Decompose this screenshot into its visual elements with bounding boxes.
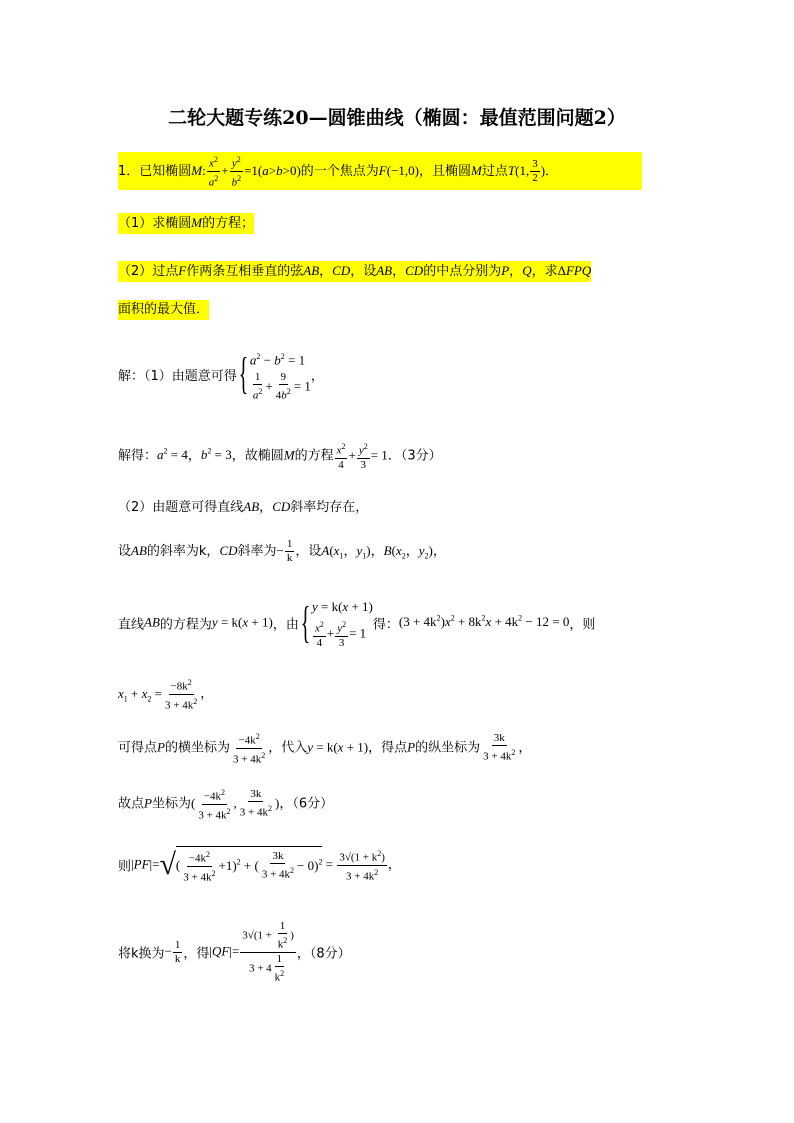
solution-step-3: （2）由题意可得直线AB，CD斜率均存在， <box>118 499 369 515</box>
question-1: （1）求椭圆M的方程； <box>118 213 254 234</box>
solution-step-5: 直线AB的方程为y = k(x + 1)，由{ y = k(x + 1) $\frac{x^2}{4}$ + $\frac{y^2}{3}$ = 1 得：$(3 + 4k^2)x^2 + 8k^2x + 4k^2 - 12 = 0$，则 <box>118 597 596 649</box>
solution-step-9: 则|PF|= √ ( $\frac{-4k^2}{3 + 4k^2}$ +1)$^2$ + ( $\frac{3k}{3 + 4k^2}$ − 0)$^2$ = $\frac{3√(1 + k^2)}{3 + 4k^2}$ ， <box>118 846 401 884</box>
problem-statement: 1．已知椭圆M: $\frac{x^2}{a^2}$ + $\frac{y^2}{b^2}$ =1(a>b>0)的一个焦点为F(−1,0)，且椭圆M过点T(1, $\frac{3}{2}$ )． <box>118 152 642 190</box>
solution-step-10: 将k换为− $\frac{1}{k}$ ，得|QF|= 3√(1 + $\frac{1}{k^2}$ ) 3 + 4 $\frac{1}{k^2}$ ，（8分） <box>118 920 351 984</box>
solution-step-7: 可得点P的横坐标为 $\frac{-4k^2}{3 + 4k^2}$ ，代入y = k(x + 1)，得点P的纵坐标为 $\frac{3k}{3 + 4k^2}$ ， <box>118 732 532 766</box>
page-title: 二轮大题专练20—圆锥曲线（椭圆：最值范围问题2） <box>168 107 626 129</box>
solution-step-4: 设AB的斜率为k，CD斜率为− $\frac{1}{k}$ ，设$A(x_1$，$y_1$)，$B(x_2$，$y_2$)， <box>118 538 446 564</box>
solution-step-8: 故点P坐标为( $\frac{-4k^2}{3 + 4k^2}$ , $\frac{3k}{3 + 4k^2}$ )，（6分） <box>118 788 334 822</box>
question-2: （2）过点F作两条互相垂直的弦AB，CD，设AB，CD的中点分别为P，Q，求ΔFPQ <box>118 261 591 282</box>
solution-step-1: 解：（1）由题意可得{ $a^2 - b^2 = 1$ $\frac{1}{a^2}$ + $\frac{9}{4b^2}$ = 1 ， <box>118 349 324 402</box>
solution-step-6: $x_1 + x_2$ = $\frac{-8k^2}{3 + 4k^2}$ ， <box>118 678 214 712</box>
question-2-cont: 面积的最大值． <box>118 300 209 320</box>
solution-step-2: 解得：$a^2 = 4$，$b^2 = 3$，故椭圆M的方程 $\frac{x^2}{4}$ + $\frac{y^2}{3}$ = 1．（3分） <box>118 442 442 471</box>
